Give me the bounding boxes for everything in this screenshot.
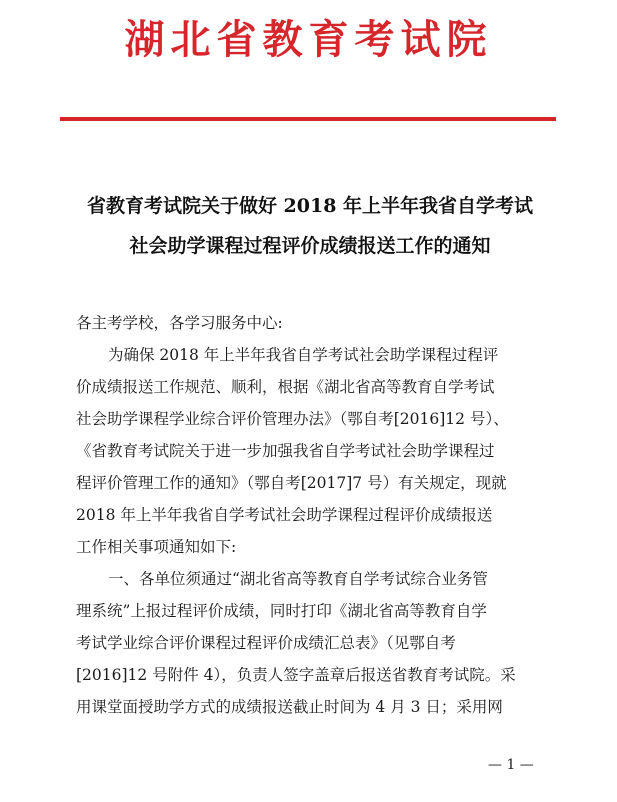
org-letterhead: 湖北省教育考试院	[124, 16, 493, 63]
paragraph-line: 一、各单位须通过“湖北省高等教育自学考试综合业务管	[108, 570, 488, 588]
salutation: 各主考学校，各学习服务中心:	[76, 314, 283, 332]
document-body	[76, 307, 546, 723]
title-line: 省教育考试院关于做好 2018 年上半年我省自学考试	[86, 195, 534, 217]
paragraph-line: 程评价管理工作的通知》（鄂自考[2017]7 号）有关规定，现就	[76, 474, 507, 492]
paragraph-2	[76, 563, 546, 723]
page-number: — 1 —	[488, 757, 534, 773]
paragraph-line: 考试学业综合评价课程过程评价成绩汇总表》（见鄂自考	[76, 634, 456, 652]
paragraph-line: 2018 年上半年我省自学考试社会助学课程过程评价成绩报送	[76, 506, 493, 524]
paragraph-line: [2016]12 号附件 4），负责人签字盖章后报送省教育考试院。采	[76, 666, 516, 684]
paragraph-line: 价成绩报送工作规范、顺利，根据《湖北省高等教育自学考试	[76, 378, 495, 396]
title-line: 社会助学课程过程评价成绩报送工作的通知	[129, 235, 491, 257]
red-divider-line	[60, 117, 556, 121]
paragraph-line: 工作相关事项通知如下:	[76, 538, 237, 556]
paragraph-line: 《省教育考试院关于进一步加强我省自学考试社会助学课程过	[76, 442, 495, 460]
paragraph-line: 社会助学课程学业综合评价管理办法》（鄂自考[2016]12 号）、	[76, 410, 509, 428]
paragraph-line: 为确保 2018 年上半年我省自学考试社会助学课程过程评	[108, 346, 499, 364]
document-title	[40, 186, 580, 266]
paragraph-line: 用课堂面授助学方式的成绩报送截止时间为 4 月 3 日；采用网	[76, 698, 503, 716]
paragraph-line: 理系统”上报过程评价成绩，同时打印《湖北省高等教育自学	[76, 602, 487, 620]
paragraph-1	[76, 339, 546, 563]
